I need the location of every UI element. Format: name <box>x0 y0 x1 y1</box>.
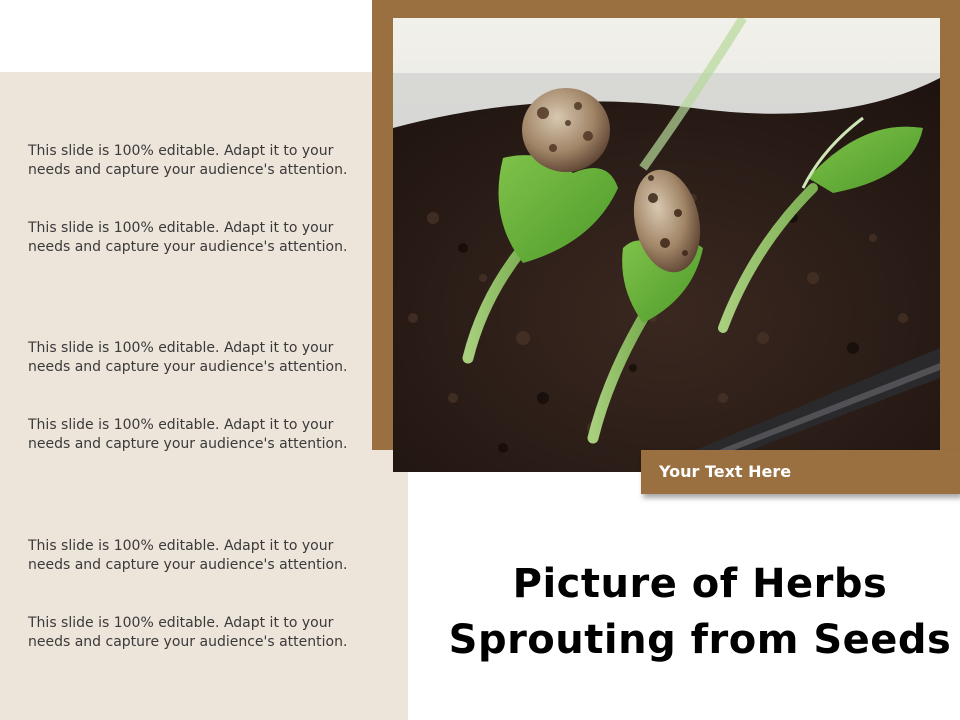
text-item-2 <box>28 219 388 257</box>
slide-title-line2: Sprouting from Seeds <box>448 617 952 663</box>
text-item-1-line1: This slide is 100% editable. Adapt it to your <box>28 143 334 159</box>
slide-title-line1: Picture of Herbs <box>512 561 888 607</box>
text-item-2-line2: needs and capture your audience's attention. <box>28 239 348 255</box>
text-item-4 <box>28 416 388 454</box>
text-item-6-line1: This slide is 100% editable. Adapt it to your <box>28 615 334 631</box>
text-item-3 <box>28 339 388 377</box>
text-item-2-line1: This slide is 100% editable. Adapt it to your <box>28 220 334 236</box>
slide-title <box>440 556 960 668</box>
text-item-4-line1: This slide is 100% editable. Adapt it to your <box>28 417 334 433</box>
text-item-5 <box>28 537 388 575</box>
text-item-5-line1: This slide is 100% editable. Adapt it to your <box>28 538 334 554</box>
text-item-3-line1: This slide is 100% editable. Adapt it to your <box>28 340 334 356</box>
text-item-3-line2: needs and capture your audience's attention. <box>28 359 348 375</box>
text-item-4-line2: needs and capture your audience's attention. <box>28 436 348 452</box>
caption-label: Your Text Here <box>641 450 960 494</box>
text-item-6-line2: needs and capture your audience's attention. <box>28 634 348 650</box>
text-item-6 <box>28 614 388 652</box>
text-item-1 <box>28 142 388 180</box>
seedlings-photo <box>393 18 940 472</box>
text-item-1-line2: needs and capture your audience's attention. <box>28 162 348 178</box>
text-item-5-line2: needs and capture your audience's attention. <box>28 557 348 573</box>
